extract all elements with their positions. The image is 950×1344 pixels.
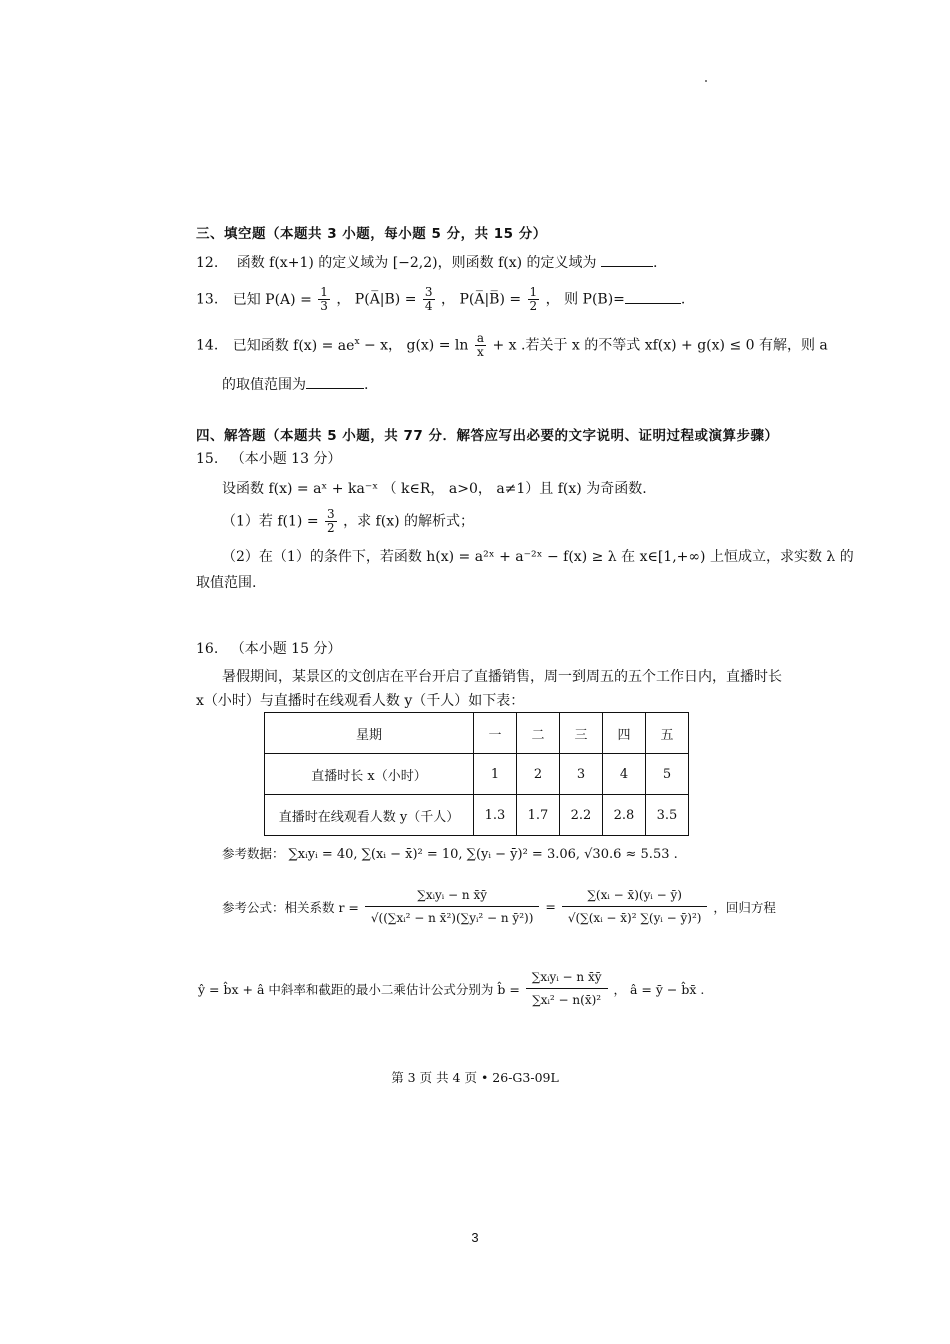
- table-cell: 1: [474, 754, 517, 795]
- question-16-stem-line2: x（小时）与直播时在线观看人数 y（千人）如下表：: [196, 693, 525, 709]
- question-13-answer-blank: [625, 291, 681, 304]
- page-footer-info: 第 3 页 共 4 页 • 26-G3-09L: [391, 1070, 559, 1085]
- question-13-end: .: [680, 291, 686, 308]
- question-15-part2: （2）在（1）的条件下，若函数 h(x) = a²ˣ + a⁻²ˣ − f(x) ≥ λ 在 x∈[1,+∞) 上恒成立，求实数 λ 的: [222, 549, 854, 565]
- table-row: [265, 754, 689, 795]
- section-3-title: 三、填空题（本题共 3 小题，每小题 5 分，共 15 分）: [196, 226, 547, 242]
- table-cell: 2.8: [603, 795, 646, 836]
- question-14-sup: x: [354, 336, 360, 347]
- question-14-answer-blank: [306, 376, 364, 389]
- table-row: [265, 713, 689, 754]
- fraction-3-2: $\frac{3}{2}$: [327, 507, 335, 535]
- table-cell: 二: [517, 713, 560, 754]
- question-15-part1-pre: （1）若 f(1) =: [222, 513, 319, 530]
- slope-denominator: ∑xᵢ² − n(x̄)²: [532, 993, 602, 1007]
- question-14-end: .: [364, 377, 369, 393]
- reference-data-label: 参考数据：: [222, 846, 285, 861]
- slope-fraction: [526, 966, 608, 1011]
- question-12-text: 函数 f(x+1) 的定义域为 [−2,2)，则函数 f(x) 的定义域为: [236, 255, 597, 271]
- table-cell: 2: [517, 754, 560, 795]
- question-14-number: 14.: [196, 337, 219, 354]
- table-cell: 2.2: [560, 795, 603, 836]
- question-14-mid: − x， g(x) = ln: [359, 337, 469, 354]
- question-13-mid1: ， P(A̅|B) =: [336, 291, 417, 308]
- fraction-pa: $\frac{1}{3}$: [320, 285, 328, 313]
- correlation-denominator-2: √(∑(xᵢ − x̄)² ∑(yᵢ − ȳ)²): [567, 911, 702, 925]
- question-14-pre: 已知函数 f(x) = ae: [232, 337, 355, 354]
- table-cell: 星期: [265, 713, 474, 754]
- table-cell: 1.7: [517, 795, 560, 836]
- table-cell: 5: [646, 754, 689, 795]
- correlation-fraction-1: [365, 884, 540, 929]
- correlation-numerator-2: ∑(xᵢ − x̄)(yᵢ − ȳ): [562, 884, 708, 907]
- scan-speck: [705, 80, 707, 82]
- question-14-post: + x .若关于 x 的不等式 xf(x) + g(x) ≤ 0 有解，则 a: [488, 337, 828, 354]
- question-13-pre: 已知 P(A) =: [232, 291, 312, 308]
- regression-formula: [198, 966, 704, 1011]
- regression-post: ， â = ȳ − b̂x̄ .: [613, 981, 705, 997]
- question-12-answer-blank: [601, 254, 653, 267]
- question-16-score: （本小题 15 分）: [230, 641, 342, 657]
- table-cell: 1.3: [474, 795, 517, 836]
- table-cell: 3: [560, 754, 603, 795]
- correlation-denominator-1: √((∑xᵢ² − n x̄²)(∑yᵢ² − n ȳ²)): [370, 911, 534, 925]
- question-13-mid2: ， P(A̅|B̅) =: [441, 291, 522, 308]
- data-table: [264, 712, 689, 836]
- question-15-score: （本小题 13 分）: [230, 451, 342, 467]
- question-16-stem-line1: 暑假期间，某景区的文创店在平台开启了直播销售，周一到周五的五个工作日内，直播时长: [222, 669, 782, 685]
- question-12-end: .: [652, 255, 658, 271]
- fraction-pb: $\frac{3}{4}$: [424, 285, 433, 313]
- question-15-header: [196, 448, 341, 468]
- question-15-part1: [222, 508, 474, 535]
- fraction-a-over-x: $\frac{a}{x}$: [476, 331, 485, 359]
- question-12: [196, 252, 657, 272]
- table-cell: 3.5: [646, 795, 689, 836]
- fraction-pc: $\frac{1}{2}$: [529, 285, 538, 313]
- question-15-stem: 设函数 f(x) = aˣ + ka⁻ˣ （ k∈R， a>0， a≠1）且 f(x) 为奇函数.: [222, 481, 647, 497]
- table-cell: 四: [603, 713, 646, 754]
- page-number: 3: [471, 1230, 479, 1245]
- table-row: [265, 795, 689, 836]
- table-cell: 4: [603, 754, 646, 795]
- question-16-header: [196, 638, 341, 658]
- reference-data: [222, 844, 678, 862]
- question-15-part2-line2: 取值范围.: [196, 575, 257, 591]
- reference-data-values: ∑xᵢyᵢ = 40, ∑(xᵢ − x̄)² = 10, ∑(yᵢ − ȳ)² = 3.06, √30.6 ≈ 5.53 .: [288, 847, 678, 862]
- question-13-post: ， 则 P(B)=: [545, 291, 625, 308]
- table-cell: 一: [474, 713, 517, 754]
- question-12-number: 12.: [196, 255, 219, 271]
- question-13: [196, 286, 685, 313]
- question-14-line2: [222, 374, 368, 394]
- correlation-fraction-2: [562, 884, 708, 929]
- table-cell: 五: [646, 713, 689, 754]
- question-15-number: 15.: [196, 451, 219, 467]
- correlation-numerator-1: ∑xᵢyᵢ − n x̄ȳ: [365, 884, 540, 907]
- question-13-number: 13.: [196, 291, 219, 308]
- question-14-line2-text: 的取值范围为: [222, 377, 306, 393]
- regression-tail: ，回归方程: [713, 899, 776, 915]
- question-16-number: 16.: [196, 641, 219, 657]
- table-cell: 直播时长 x（小时）: [265, 754, 474, 795]
- question-15-part1-post: ，求 f(x) 的解析式；: [343, 513, 475, 530]
- table-cell: 三: [560, 713, 603, 754]
- section-4-title: 四、解答题（本题共 5 小题，共 77 分．解答应写出必要的文字说明、证明过程或演算步骤）: [196, 428, 779, 444]
- reference-formula: 参考公式：相关系数 r = $\frac{\text{∑xᵢyᵢ − n x̄ȳ}}{\text{√((∑xᵢ² − n x̄²)(∑yᵢ² − n ȳ²))}}$ = $\frac{\text{∑(xᵢ − x̄)(yᵢ − ȳ)}}{\text{√(∑(xᵢ − x̄)² ∑(yᵢ − ȳ)²)}}$ ，回归方程: [222, 884, 776, 929]
- question-14: [196, 332, 828, 359]
- table-cell: 直播时在线观看人数 y（千人）: [265, 795, 474, 836]
- reference-formula-label: 参考公式：相关系数 r =: [222, 899, 359, 915]
- slope-numerator: ∑xᵢyᵢ − n x̄ȳ: [526, 966, 608, 989]
- regression-pre: ŷ = b̂x + â 中斜率和截距的最小二乘估计公式分别为 b̂ =: [198, 981, 520, 997]
